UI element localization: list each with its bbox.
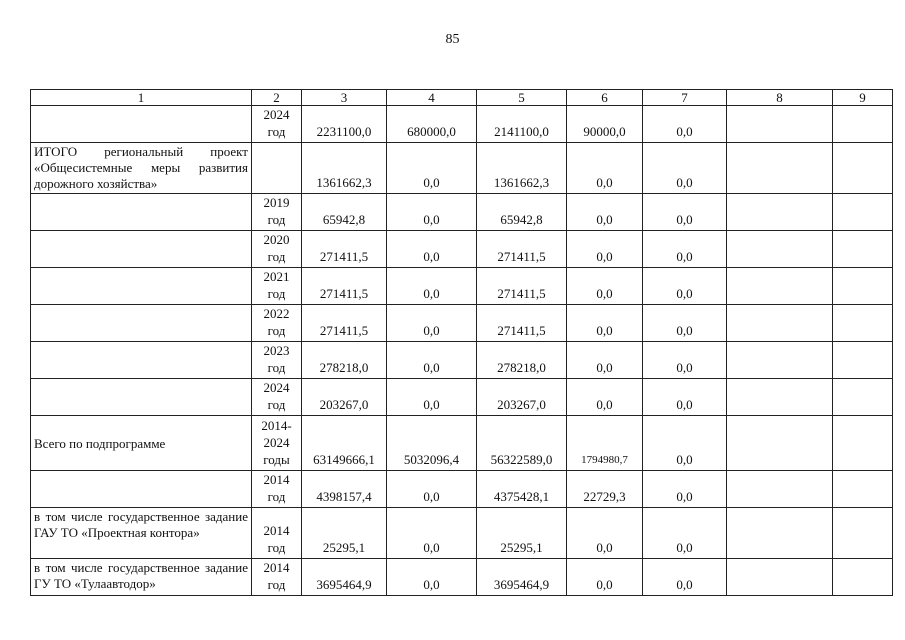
- value-cell-col8: [727, 559, 833, 596]
- year-cell: 2020 год: [252, 231, 302, 268]
- value-cell-col4: 0,0: [387, 379, 477, 416]
- value-cell-col3: 25295,1: [302, 508, 387, 559]
- value-cell-col3: 1361662,3: [302, 143, 387, 194]
- year-cell: 2023 год: [252, 342, 302, 379]
- table-row: [31, 559, 893, 596]
- header-row: [31, 90, 893, 106]
- value-cell-col9: [833, 559, 893, 596]
- header-cell: 4: [387, 90, 477, 106]
- value-cell-col3: 63149666,1: [302, 416, 387, 471]
- table-row: [31, 379, 893, 416]
- header-cell: 5: [477, 90, 567, 106]
- value-cell-col5: 271411,5: [477, 268, 567, 305]
- table-row: [31, 106, 893, 143]
- year-cell: 2014-2024 годы: [252, 416, 302, 471]
- value-cell-col8: [727, 231, 833, 268]
- name-cell: [31, 379, 252, 416]
- value-cell-col6: 90000,0: [567, 106, 643, 143]
- header-cell: 8: [727, 90, 833, 106]
- header-cell: 7: [643, 90, 727, 106]
- year-cell: [252, 143, 302, 194]
- value-cell-col4: 0,0: [387, 342, 477, 379]
- value-cell-col8: [727, 106, 833, 143]
- year-cell: 2014 год: [252, 471, 302, 508]
- table-row: [31, 342, 893, 379]
- value-cell-col9: [833, 508, 893, 559]
- value-cell-col3: 65942,8: [302, 194, 387, 231]
- value-cell-col8: [727, 416, 833, 471]
- value-cell-col7: 0,0: [643, 194, 727, 231]
- value-cell-col9: [833, 305, 893, 342]
- value-cell-col7: 0,0: [643, 508, 727, 559]
- year-cell: 2014 год: [252, 508, 302, 559]
- value-cell-col6: 0,0: [567, 559, 643, 596]
- year-cell: 2014 год: [252, 559, 302, 596]
- year-cell: 2021 год: [252, 268, 302, 305]
- value-cell-col3: 271411,5: [302, 268, 387, 305]
- value-cell-col5: 203267,0: [477, 379, 567, 416]
- value-cell-col4: 680000,0: [387, 106, 477, 143]
- name-cell: ИТОГО региональный проект «Общесистемные меры развития дорожного хозяйства»: [31, 143, 252, 194]
- value-cell-col7: 0,0: [643, 379, 727, 416]
- value-cell-col4: 5032096,4: [387, 416, 477, 471]
- value-cell-col7: 0,0: [643, 342, 727, 379]
- value-cell-col6: 0,0: [567, 379, 643, 416]
- table-row: [31, 143, 893, 194]
- page-number: 85: [445, 32, 460, 47]
- value-cell-col6: 1794980,7: [567, 416, 643, 471]
- table-row: [31, 508, 893, 559]
- value-cell-col8: [727, 508, 833, 559]
- value-cell-col4: 0,0: [387, 268, 477, 305]
- value-cell-col9: [833, 106, 893, 143]
- name-cell: [31, 471, 252, 508]
- value-cell-col6: 0,0: [567, 143, 643, 194]
- value-cell-col7: 0,0: [643, 471, 727, 508]
- value-cell-col5: 4375428,1: [477, 471, 567, 508]
- value-cell-col9: [833, 268, 893, 305]
- value-cell-col7: 0,0: [643, 106, 727, 143]
- value-cell-col9: [833, 416, 893, 471]
- name-cell: [31, 194, 252, 231]
- table-row: [31, 305, 893, 342]
- value-cell-col9: [833, 194, 893, 231]
- value-cell-col7: 0,0: [643, 305, 727, 342]
- value-cell-col4: 0,0: [387, 508, 477, 559]
- value-cell-col5: 65942,8: [477, 194, 567, 231]
- value-cell-col4: 0,0: [387, 231, 477, 268]
- value-cell-col5: 278218,0: [477, 342, 567, 379]
- value-cell-col5: 1361662,3: [477, 143, 567, 194]
- budget-table: [30, 89, 893, 596]
- header-cell: 3: [302, 90, 387, 106]
- value-cell-col3: 278218,0: [302, 342, 387, 379]
- value-cell-col5: 56322589,0: [477, 416, 567, 471]
- value-cell-col7: 0,0: [643, 416, 727, 471]
- table-row: [31, 194, 893, 231]
- value-cell-col5: 3695464,9: [477, 559, 567, 596]
- year-cell: 2019 год: [252, 194, 302, 231]
- value-cell-col8: [727, 268, 833, 305]
- value-cell-col8: [727, 342, 833, 379]
- value-cell-col5: 2141100,0: [477, 106, 567, 143]
- table-row: [31, 416, 893, 471]
- value-cell-col6: 0,0: [567, 231, 643, 268]
- value-cell-col8: [727, 143, 833, 194]
- value-cell-col3: 2231100,0: [302, 106, 387, 143]
- value-cell-col8: [727, 194, 833, 231]
- value-cell-col5: 271411,5: [477, 231, 567, 268]
- value-cell-col7: 0,0: [643, 268, 727, 305]
- value-cell-col7: 0,0: [643, 231, 727, 268]
- name-cell: Всего по подпрограмме: [31, 416, 252, 471]
- value-cell-col4: 0,0: [387, 143, 477, 194]
- header-cell: 6: [567, 90, 643, 106]
- table-row: [31, 471, 893, 508]
- name-cell: [31, 106, 252, 143]
- value-cell-col3: 271411,5: [302, 305, 387, 342]
- value-cell-col8: [727, 305, 833, 342]
- value-cell-col6: 0,0: [567, 194, 643, 231]
- value-cell-col9: [833, 231, 893, 268]
- name-cell: [31, 231, 252, 268]
- year-cell: 2024 год: [252, 379, 302, 416]
- value-cell-col8: [727, 471, 833, 508]
- value-cell-col4: 0,0: [387, 471, 477, 508]
- value-cell-col6: 0,0: [567, 305, 643, 342]
- value-cell-col8: [727, 379, 833, 416]
- year-cell: 2024 год: [252, 106, 302, 143]
- value-cell-col7: 0,0: [643, 559, 727, 596]
- value-cell-col6: 22729,3: [567, 471, 643, 508]
- name-cell: [31, 305, 252, 342]
- value-cell-col9: [833, 143, 893, 194]
- value-cell-col9: [833, 379, 893, 416]
- name-cell: [31, 342, 252, 379]
- table-row: [31, 268, 893, 305]
- value-cell-col3: 4398157,4: [302, 471, 387, 508]
- name-cell: в том числе государственное задание ГУ ТО «Тулаавтодор»: [31, 559, 252, 596]
- value-cell-col4: 0,0: [387, 194, 477, 231]
- value-cell-col6: 0,0: [567, 268, 643, 305]
- year-cell: 2022 год: [252, 305, 302, 342]
- value-cell-col6: 0,0: [567, 342, 643, 379]
- name-cell: в том числе государственное задание ГАУ ТО «Проектная контора»: [31, 508, 252, 559]
- value-cell-col3: 203267,0: [302, 379, 387, 416]
- header-cell: 1: [31, 90, 252, 106]
- value-cell-col5: 271411,5: [477, 305, 567, 342]
- value-cell-col5: 25295,1: [477, 508, 567, 559]
- value-cell-col3: 271411,5: [302, 231, 387, 268]
- header-cell: 2: [252, 90, 302, 106]
- value-cell-col4: 0,0: [387, 559, 477, 596]
- header-cell: 9: [833, 90, 893, 106]
- table-row: [31, 231, 893, 268]
- value-cell-col3: 3695464,9: [302, 559, 387, 596]
- value-cell-col4: 0,0: [387, 305, 477, 342]
- value-cell-col7: 0,0: [643, 143, 727, 194]
- name-cell: [31, 268, 252, 305]
- value-cell-col9: [833, 471, 893, 508]
- value-cell-col9: [833, 342, 893, 379]
- value-cell-col6: 0,0: [567, 508, 643, 559]
